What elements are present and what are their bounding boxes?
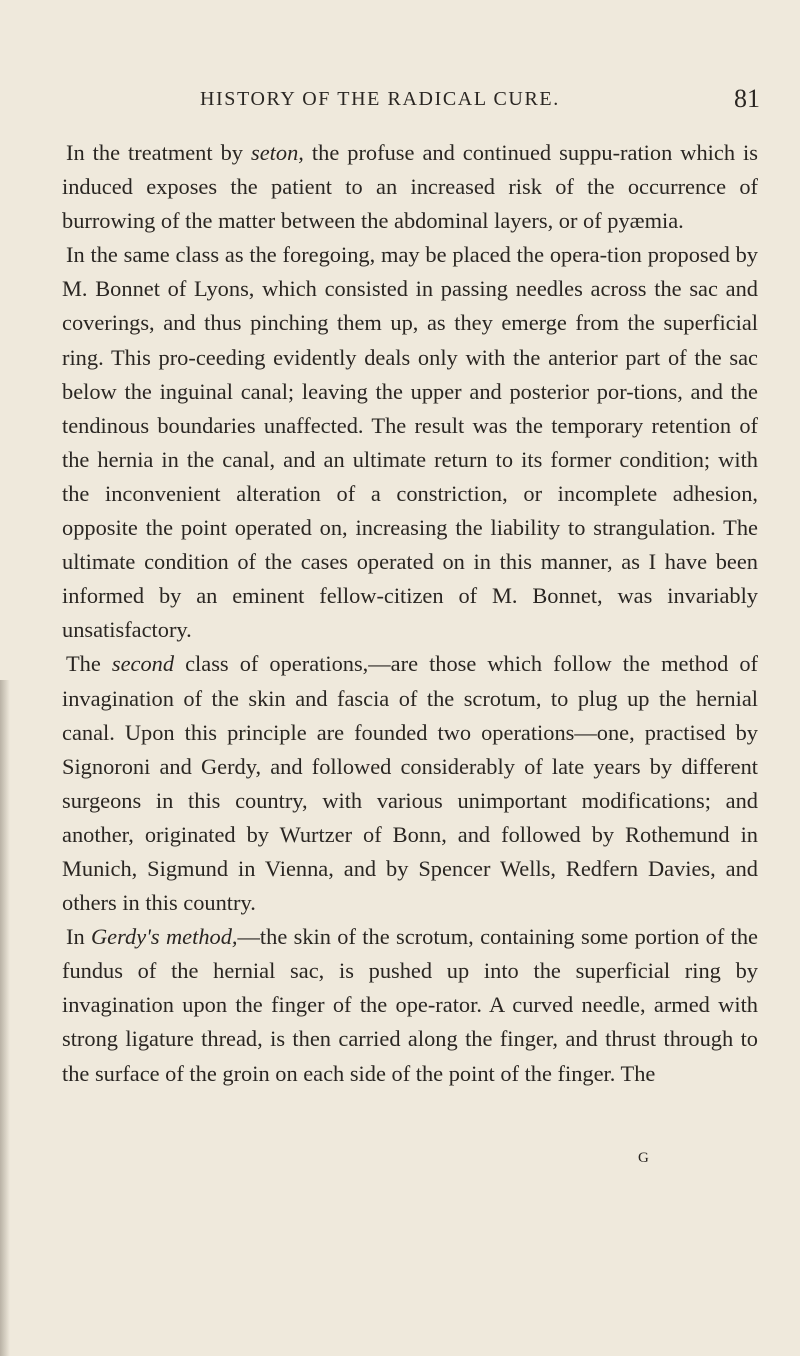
italic-text: Gerdy's method, bbox=[91, 924, 238, 950]
paragraph bbox=[62, 238, 758, 647]
text-segment: In bbox=[66, 924, 92, 950]
paragraph bbox=[62, 920, 758, 1090]
text-segment: The bbox=[66, 651, 112, 677]
paragraph bbox=[62, 136, 758, 238]
text-segment: the profuse and continued suppu-ration which is induced exposes the patient to an increased risk of the occurrence of burrowing of the matter between the abdominal layers, or of pyæmia. bbox=[62, 140, 758, 234]
running-head bbox=[60, 84, 760, 118]
italic-text: seton, bbox=[251, 140, 304, 165]
italic-text: second bbox=[111, 651, 175, 677]
page-edge-shadow bbox=[0, 680, 10, 1356]
page-number: 81 bbox=[734, 84, 760, 113]
text-segment: In the treatment by bbox=[66, 140, 252, 165]
body-text bbox=[62, 136, 758, 1091]
text-segment: —the skin of the scrotum, containing some portion of the fundus of the hernial sac, is pushed up into the superficial ring by invagination upon the finger of the ope-rator. A curved needle, armed with strong ligature thread, is then carried along the finger, and thrust through to the surface of the groin on each side of the point of the finger. The bbox=[62, 924, 758, 1086]
text-segment: class of operations,—are those which follow the method of invagination of the skin and fascia of the scrotum, to plug up the hernial canal. Upon this principle are founded two operations—one, practised by Signoroni and Gerdy, and followed considerably of late years by different surgeons in this country, with various unimportant modifications; and another, originated by Wurtzer of Bonn, and followed by Rothemund in Munich, Sigmund in Vienna, and by Spencer Wells, Redfern Davies, and others in this country. bbox=[62, 651, 758, 916]
running-head-title: HISTORY OF THE RADICAL CURE. bbox=[200, 88, 560, 110]
signature-mark: G bbox=[638, 1150, 650, 1166]
paragraph bbox=[62, 647, 758, 920]
text-segment: In the same class as the foregoing, may be placed the opera-tion proposed by M. Bonnet of Lyons, which consisted in passing needles across the sac and coverings, and thus pinching them up, as they emerge from the superficial ring. This pro-ceeding evidently deals only with the anterior part of the sac below the inguinal canal; leaving the upper and posterior por-tions, and the tendinous boundaries unaffected. The result was the temporary retention of the hernia in the canal, and an ultimate return to its former condition; with the inconvenient alteration of a constriction, or incomplete adhesion, opposite the point operated on, increasing the liability to strangulation. The ultimate condition of the cases operated on in this manner, as I have been informed by an eminent fellow-citizen of M. Bonnet, was invariably unsatisfactory. bbox=[62, 242, 758, 643]
